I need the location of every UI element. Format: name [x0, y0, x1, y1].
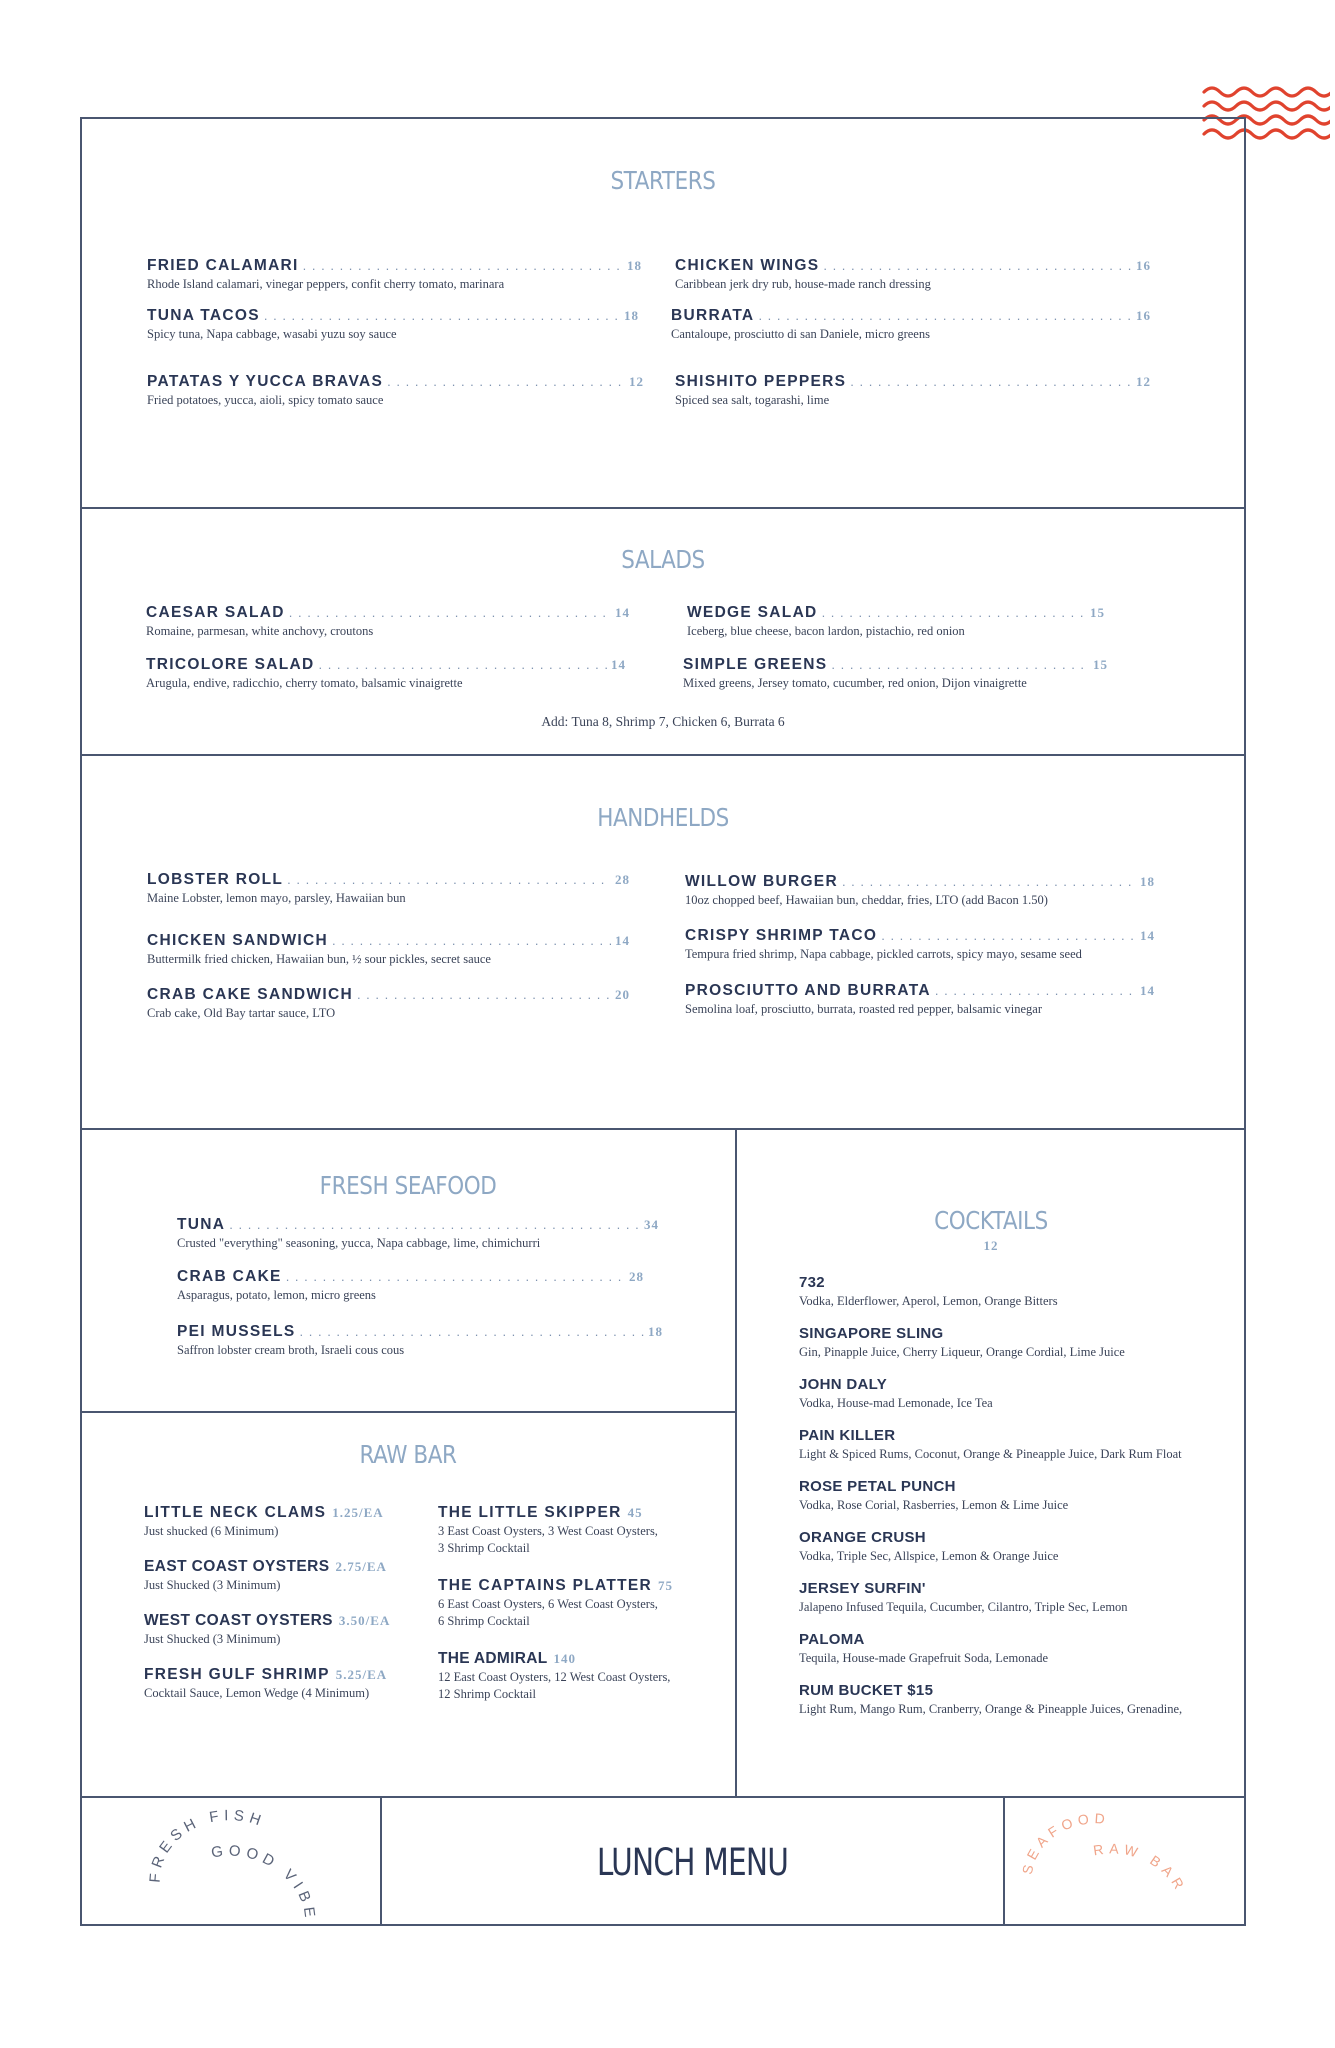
item-price: 15 — [1090, 605, 1105, 620]
item-desc: Semolina loaf, prosciutto, burrata, roasted red pepper, balsamic vinegar — [685, 1002, 1043, 1016]
rawbar-platter — [438, 1650, 670, 1702]
item-price: 18 — [648, 1324, 663, 1339]
item-desc: Cantaloupe, prosciutto di san Daniele, micro greens — [671, 327, 930, 341]
item-desc: Fried potatoes, yucca, aioli, spicy tomato sauce — [147, 393, 384, 407]
cocktail-desc: Gin, Pinapple Juice, Cherry Liqueur, Orange Cordial, Lime Juice — [799, 1345, 1125, 1359]
item-name: LOBSTER ROLL — [147, 871, 284, 888]
item-price: 75 — [658, 1578, 674, 1593]
menu-item — [177, 1323, 663, 1358]
cocktail-name: JOHN DALY — [799, 1376, 887, 1393]
item-name: SHISHITO PEPPERS — [675, 373, 847, 390]
item-name: FRESH GULF SHRIMP — [144, 1666, 330, 1683]
section-title-handhelds: HANDHELDS — [597, 803, 729, 832]
item-desc: Tempura fried shrimp, Napa cabbage, pickled carrots, spicy mayo, sesame seed — [685, 947, 1082, 961]
badge-left-line2: GOOD VIBES — [210, 1842, 319, 1923]
fresh-fish-badge — [135, 1803, 355, 1923]
cocktail-item — [799, 1376, 993, 1411]
badge-right-line2: RAW BAR — [1092, 1840, 1190, 1896]
item-price: 2.75/EA — [335, 1559, 387, 1574]
rawbar-item — [144, 1666, 387, 1701]
cocktail-name: ORANGE CRUSH — [799, 1529, 926, 1546]
item-name: CHICKEN WINGS — [675, 257, 820, 274]
menu-item — [675, 257, 1151, 292]
divider-starters — [80, 507, 1246, 509]
menu-item — [146, 604, 630, 639]
item-desc: Caribbean jerk dry rub, house-made ranch dressing — [675, 277, 931, 291]
item-desc: Saffron lobster cream broth, Israeli cous cous — [177, 1343, 405, 1357]
item-desc: Just shucked (6 Minimum) — [144, 1524, 279, 1538]
item-desc: Just Shucked (3 Minimum) — [144, 1632, 281, 1646]
item-name: LITTLE NECK CLAMS — [144, 1504, 327, 1521]
item-price: 3.50/EA — [338, 1613, 391, 1628]
item-name: THE LITTLE SKIPPER — [438, 1504, 622, 1521]
item-price: 18 — [624, 308, 639, 323]
item-desc: Maine Lobster, lemon mayo, parsley, Hawaiian bun — [147, 891, 406, 905]
cocktail-item — [799, 1478, 1068, 1513]
item-desc: Buttermilk fried chicken, Hawaiian bun, ½ sour pickles, secret sauce — [147, 952, 491, 966]
cocktail-desc: Tequila, House-made Grapefruit Soda, Lemonade — [799, 1651, 1049, 1665]
cocktails-price: 12 — [983, 1238, 999, 1253]
item-name: PROSCIUTTO AND BURRATA — [685, 982, 931, 999]
section-title-seafood: FRESH SEAFOOD — [319, 1171, 497, 1200]
cocktail-name: 732 — [799, 1274, 825, 1291]
item-name: THE ADMIRAL — [438, 1650, 548, 1667]
cocktail-item — [799, 1580, 1128, 1615]
item-price: 28 — [629, 1269, 644, 1284]
badge-right-line1: SEAFOOD — [1018, 1810, 1111, 1876]
item-name: WEST COAST OYSTERS — [144, 1612, 333, 1629]
item-price: 20 — [615, 987, 630, 1002]
item-price: 34 — [644, 1217, 659, 1232]
cocktail-item — [799, 1325, 1125, 1360]
item-price: 1.25/EA — [332, 1505, 384, 1520]
item-price: 16 — [1136, 308, 1151, 323]
cocktail-name: JERSEY SURFIN' — [799, 1580, 926, 1597]
item-desc: Iceberg, blue cheese, bacon lardon, pistachio, red onion — [687, 624, 965, 638]
item-desc: Rhode Island calamari, vinegar peppers, confit cherry tomato, marinara — [147, 277, 505, 291]
item-desc: Asparagus, potato, lemon, micro greens — [177, 1288, 376, 1302]
cocktail-item — [799, 1427, 1182, 1462]
item-name: WILLOW BURGER — [685, 873, 838, 890]
item-name: TUNA TACOS — [147, 307, 260, 324]
item-name: TUNA — [177, 1216, 226, 1233]
seafood-rawbar-badge — [1010, 1803, 1230, 1923]
item-name: SIMPLE GREENS — [683, 656, 828, 673]
rawbar-item — [144, 1504, 384, 1539]
cocktail-desc: Light Rum, Mango Rum, Cranberry, Orange & Pineapple Juices, Grenadine, — [799, 1702, 1183, 1716]
item-name: CHICKEN SANDWICH — [147, 932, 328, 949]
item-desc: 12 Shrimp Cocktail — [438, 1687, 536, 1701]
section-title-salads: SALADS — [621, 545, 705, 574]
item-name: EAST COAST OYSTERS — [144, 1558, 330, 1575]
section-title-cocktails: COCKTAILS — [934, 1206, 1048, 1235]
item-desc: Arugula, endive, radicchio, cherry tomato, balsamic vinaigrette — [146, 676, 463, 690]
divider-seafood — [80, 1411, 736, 1413]
item-name: BURRATA — [671, 307, 755, 324]
item-name: CRISPY SHRIMP TACO — [685, 927, 878, 944]
menu-item — [683, 656, 1108, 691]
cocktail-item — [799, 1631, 1048, 1666]
section-title-starters: STARTERS — [610, 166, 716, 195]
item-desc: 6 Shrimp Cocktail — [438, 1614, 530, 1628]
item-desc: Crab cake, Old Bay tartar sauce, LTO — [147, 1006, 336, 1020]
item-price: 18 — [627, 258, 642, 273]
menu-item — [685, 927, 1155, 962]
menu-item — [671, 307, 1151, 342]
item-desc: Spicy tuna, Napa cabbage, wasabi yuzu soy sauce — [147, 327, 397, 341]
menu-item — [687, 604, 1105, 639]
item-desc: 3 Shrimp Cocktail — [438, 1541, 530, 1555]
item-name: FRIED CALAMARI — [147, 257, 299, 274]
menu-item — [675, 373, 1151, 408]
item-desc: Spiced sea salt, togarashi, lime — [675, 393, 830, 407]
item-desc: Just Shucked (3 Minimum) — [144, 1578, 281, 1592]
item-price: 16 — [1136, 258, 1151, 273]
item-name: TRICOLORE SALAD — [146, 656, 315, 673]
rawbar-item — [144, 1558, 387, 1593]
menu-item — [685, 982, 1155, 1017]
divider-cocktails — [735, 1128, 737, 1798]
item-price: 12 — [629, 374, 644, 389]
rawbar-platter — [438, 1577, 673, 1629]
section-title-rawbar: RAW BAR — [359, 1440, 457, 1469]
item-name: PATATAS Y YUCCA BRAVAS — [147, 373, 384, 390]
menu-item — [685, 873, 1155, 908]
cocktail-desc: Light & Spiced Rums, Coconut, Orange & Pineapple Juice, Dark Rum Float — [799, 1447, 1182, 1461]
item-name: PEI MUSSELS — [177, 1323, 296, 1340]
cocktail-name: PAIN KILLER — [799, 1427, 896, 1444]
item-price: 28 — [615, 872, 630, 887]
cocktail-name: SINGAPORE SLING — [799, 1325, 944, 1342]
item-price: 12 — [1136, 374, 1151, 389]
cocktail-item — [799, 1274, 1058, 1309]
item-desc: Mixed greens, Jersey tomato, cucumber, red onion, Dijon vinaigrette — [683, 676, 1027, 690]
item-name: WEDGE SALAD — [687, 604, 818, 621]
cocktail-desc: Vodka, Triple Sec, Allspice, Lemon & Orange Juice — [799, 1549, 1059, 1563]
cocktail-desc: Vodka, Elderflower, Aperol, Lemon, Orange Bitters — [799, 1294, 1058, 1308]
divider-handhelds — [80, 1128, 1246, 1130]
cocktail-desc: Vodka, House-mad Lemonade, Ice Tea — [799, 1396, 993, 1410]
item-price: 14 — [615, 605, 630, 620]
item-price: 15 — [1093, 657, 1108, 672]
cocktail-name: ROSE PETAL PUNCH — [799, 1478, 956, 1495]
menu-item — [177, 1268, 644, 1303]
item-price: 14 — [1140, 983, 1155, 998]
page-title: LUNCH MENU — [597, 1840, 789, 1884]
cocktail-item — [799, 1529, 1058, 1564]
menu-item — [177, 1216, 659, 1251]
item-price: 45 — [627, 1505, 643, 1520]
cocktail-desc: Vodka, Rose Corial, Rasberries, Lemon & Lime Juice — [799, 1498, 1069, 1512]
menu-item — [147, 307, 639, 342]
item-desc: 12 East Coast Oysters, 12 West Coast Oysters, — [438, 1670, 671, 1684]
item-desc: 3 East Coast Oysters, 3 West Coast Oysters, — [438, 1524, 658, 1538]
menu-item — [146, 656, 626, 691]
divider-salads — [80, 754, 1246, 756]
item-price: 14 — [611, 657, 626, 672]
item-price: 5.25/EA — [335, 1667, 388, 1682]
item-name: THE CAPTAINS PLATTER — [438, 1577, 653, 1594]
menu-item — [147, 871, 630, 906]
item-price: 18 — [1140, 874, 1155, 889]
item-name: CAESAR SALAD — [146, 604, 285, 621]
item-price: 14 — [615, 933, 630, 948]
cocktail-item — [799, 1682, 1182, 1717]
cocktail-name: PALOMA — [799, 1631, 865, 1648]
item-name: CRAB CAKE — [177, 1268, 282, 1285]
item-desc: Cocktail Sauce, Lemon Wedge (4 Minimum) — [144, 1686, 370, 1700]
menu-item — [147, 932, 630, 967]
menu-item — [147, 986, 630, 1021]
menu-item — [147, 373, 644, 408]
cocktail-name: RUM BUCKET $15 — [799, 1682, 934, 1699]
item-desc: Crusted "everything" seasoning, yucca, Napa cabbage, lime, chimichurri — [177, 1236, 541, 1250]
item-name: CRAB CAKE SANDWICH — [147, 986, 353, 1003]
cocktail-desc: Jalapeno Infused Tequila, Cucumber, Cilantro, Triple Sec, Lemon — [799, 1600, 1128, 1614]
item-desc: 6 East Coast Oysters, 6 West Coast Oysters, — [438, 1597, 658, 1611]
rawbar-item — [144, 1612, 390, 1647]
rawbar-platter — [438, 1504, 658, 1556]
item-price: 140 — [553, 1651, 576, 1666]
item-desc: Romaine, parmesan, white anchovy, croutons — [146, 624, 374, 638]
item-price: 14 — [1140, 928, 1155, 943]
menu-item — [147, 257, 642, 292]
salad-addons: Add: Tuna 8, Shrimp 7, Chicken 6, Burrata 6 — [541, 714, 785, 729]
badge-left-line1: FRESH FISH — [146, 1807, 268, 1884]
item-desc: 10oz chopped beef, Hawaiian bun, cheddar, fries, LTO (add Bacon 1.50) — [685, 893, 1048, 907]
